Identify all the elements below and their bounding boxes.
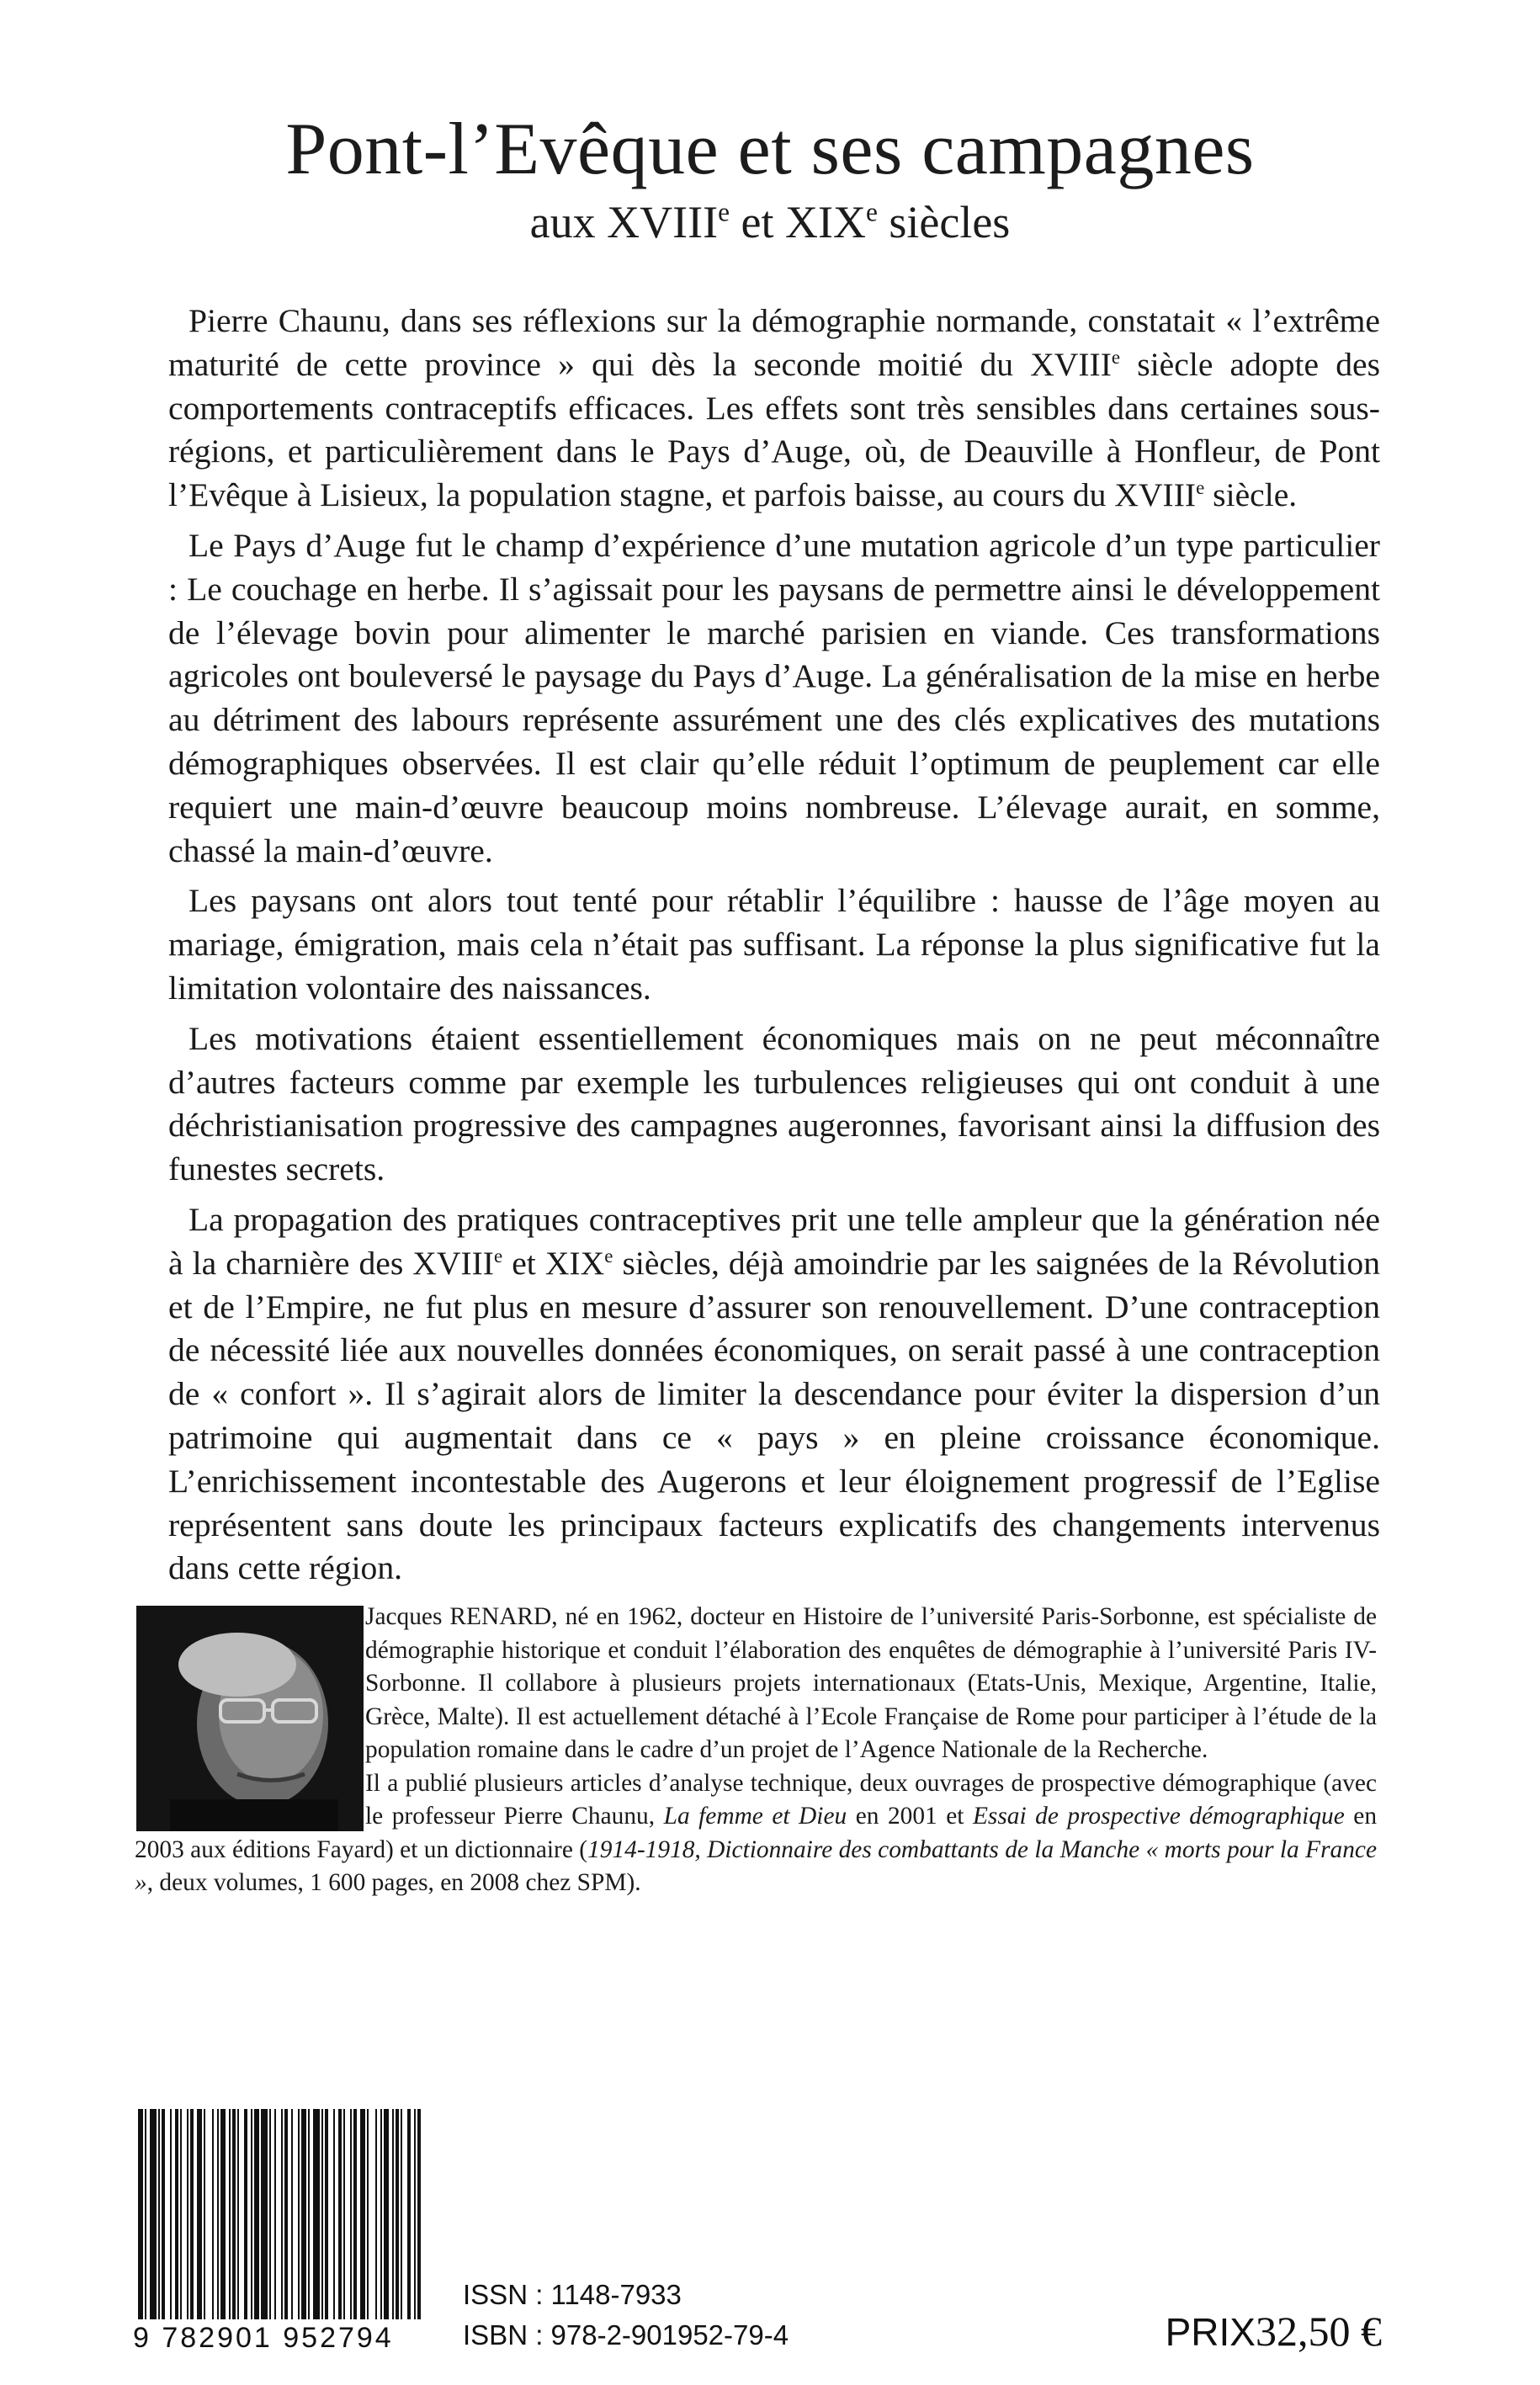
barcode-bar — [291, 2109, 293, 2319]
author-bio — [135, 1601, 1377, 1900]
barcode-bar — [162, 2109, 165, 2319]
barcode-bar — [175, 2109, 178, 2319]
barcode-bar — [367, 2109, 369, 2319]
price-label: PRIX — [1165, 2310, 1256, 2354]
blurb-text — [168, 300, 1380, 1597]
book-title: Pont-l’Evêque et ses campagnes — [285, 109, 1255, 190]
barcode-bar — [220, 2109, 226, 2319]
barcode-bar — [407, 2109, 411, 2319]
barcode-bar — [321, 2109, 323, 2319]
barcode-bar — [396, 2109, 399, 2319]
barcode-bar — [298, 2109, 300, 2319]
barcode-bar — [325, 2109, 328, 2319]
barcode-bar — [197, 2109, 202, 2319]
barcode-bar — [217, 2109, 219, 2319]
barcode-bar — [281, 2109, 283, 2319]
barcode-bar — [244, 2109, 247, 2319]
barcode-bar — [301, 2109, 306, 2319]
paragraph-4: Les motivations étaient essentiellement économiques mais on ne peut méconnaître d’autres facteurs comme par exemple les turbulences religieuses qui ont conduit à une déchristianisation progressive des campagnes augeronnes, favorisant ainsi la diffusion des funestes secrets. — [168, 1019, 1380, 1188]
paragraph-1: Pierre Chaunu, dans ses réflexions sur la démographie normande, constatait « l’extrême maturité de cette province » qui dès la seconde moitié du XVIIIe siècle adopte des comportements contraceptifs efficaces. Les effets sont très sensibles dans certaines sous-régions, et particulièrement dans le Pays d’Auge, où, de Deauville à Honfleur, de Pont l’Evêque à Lisieux, la population stagne, et parfois baisse, au cours du XVIIIe siècle. — [168, 302, 1380, 514]
barcode-bar — [269, 2109, 271, 2319]
barcode-bar — [204, 2109, 205, 2319]
barcode-bar — [392, 2109, 394, 2319]
barcode-bar — [150, 2109, 157, 2319]
barcode-bar — [187, 2109, 189, 2319]
barcode-bar — [417, 2109, 421, 2319]
barcode-bar — [180, 2109, 182, 2319]
barcode-bar — [343, 2109, 345, 2319]
paragraph-2: Le Pays d’Auge fut le champ d’expérience d’une mutation agricole d’un type particulier : Le couchage en herbe. Il s’agissait pour les paysans de permettre ainsi le développement de l’élevage bovin pour alimenter le marché parisien en viande. Ces transformations agricoles ont bouleversé le paysage du Pays d’Auge. La généralisation de la mise en herbe au détriment des labours représente assurément une des clés explicatives des mutations démographiques observées. Il est clair qu’elle réduit l’optimum de peuplement car elle requiert une main-d’œuvre beaucoup moins nombreuse. L’élevage aurait, en somme, chassé la main-d’œuvre. — [168, 526, 1380, 869]
barcode-bar — [261, 2109, 268, 2319]
price — [1166, 2306, 1382, 2357]
barcode-bar — [375, 2109, 377, 2319]
barcode-bar — [333, 2109, 335, 2319]
barcode-bar — [274, 2109, 276, 2319]
barcode-digits: 9 782901 952794 — [133, 2322, 394, 2354]
barcode-bar — [284, 2109, 288, 2319]
bio-paragraph-1: Jacques RENARD, né en 1962, docteur en Histoire de l’université Paris-Sorbonne, est spécialiste de démographie historique et conduit l’élaboration des enquêtes de démographie à l’université Paris IV-Sorbonne. Il collabore à plusieurs projets internationaux (Etats-Unis, Mexique, Argentine, Italie, Grèce, Malte). Il est actuellement détaché à l’Ecole Française de Rome pour participer à l’étude de la population romaine dans le cadre d’un projet de l’Agence Nationale de la Recherche. — [365, 1603, 1377, 1763]
bio-paragraph-2: Il a publié plusieurs articles d’analyse technique, deux ouvrages de prospective démographique (avec le professeur Pierre Chaunu, La femme et Dieu en 2001 et Essai de prospective démographique en 2003 aux éditions Fayard) et un dictionnaire (1914-1918, Dictionnaire des combattants de la Manche « morts pour la France », deux volumes, 1 600 pages, en 2008 chez SPM). — [135, 1769, 1378, 1896]
barcode-bar — [158, 2109, 160, 2319]
barcode-bar — [229, 2109, 231, 2319]
price-value: 32,50 € — [1256, 2308, 1382, 2355]
barcode-bar — [360, 2109, 365, 2319]
barcode-bar — [338, 2109, 342, 2319]
paragraph-5: La propagation des pratiques contraceptives prit une telle ampleur que la génération née à la charnière des XVIIIe et XIXe siècles, déjà amoindrie par les saignées de la Révolution et de l’Empire, ne fut plus en mesure d’assurer son renouvellement. D’une contraception de nécessité liée aux nouvelles données économiques, on serait passé à une contraception de « confort ». Il s’agirait alors de limiter la descendance pour éviter la dispersion d’un patrimoine qui augmentait dans ce « pays » en pleine croissance économique. L’enrichissement incontestable des Augerons et leur éloignement progressif de l’Eglise représentent sans doute les principaux facteurs explicatifs des changements intervenus dans cette région. — [168, 1200, 1380, 1587]
barcode-bar — [170, 2109, 172, 2319]
barcode-bar — [232, 2109, 236, 2319]
paragraph-3: Les paysans ont alors tout tenté pour rétablir l’équilibre : hausse de l’âge moyen au mariage, émigration, mais cela n’était pas suffisant. La réponse la plus significative fut la limitation volontaire des naissances. — [168, 882, 1380, 1007]
isbn: ISBN : 978-2-901952-79-4 — [463, 2319, 789, 2350]
barcode-bar — [190, 2109, 194, 2319]
barcode-bar — [254, 2109, 259, 2319]
barcode-bar — [237, 2109, 239, 2319]
barcode-bar — [414, 2109, 416, 2319]
barcode-bar — [212, 2109, 214, 2319]
book-subtitle: aux XVIIIe et XIXe siècles — [529, 197, 1011, 247]
barcode-bar — [401, 2109, 402, 2319]
barcode-bar — [251, 2109, 252, 2319]
barcode-bar — [380, 2109, 382, 2319]
barcode-bar — [353, 2109, 357, 2319]
barcode-bar — [384, 2109, 389, 2319]
barcode-bar — [350, 2109, 352, 2319]
barcode — [133, 2109, 426, 2319]
barcode-bar — [145, 2109, 146, 2319]
issn: ISSN : 1148-7933 — [463, 2279, 682, 2310]
barcode-bar — [138, 2109, 143, 2319]
barcode-bar — [308, 2109, 310, 2319]
barcode-bar — [313, 2109, 320, 2319]
